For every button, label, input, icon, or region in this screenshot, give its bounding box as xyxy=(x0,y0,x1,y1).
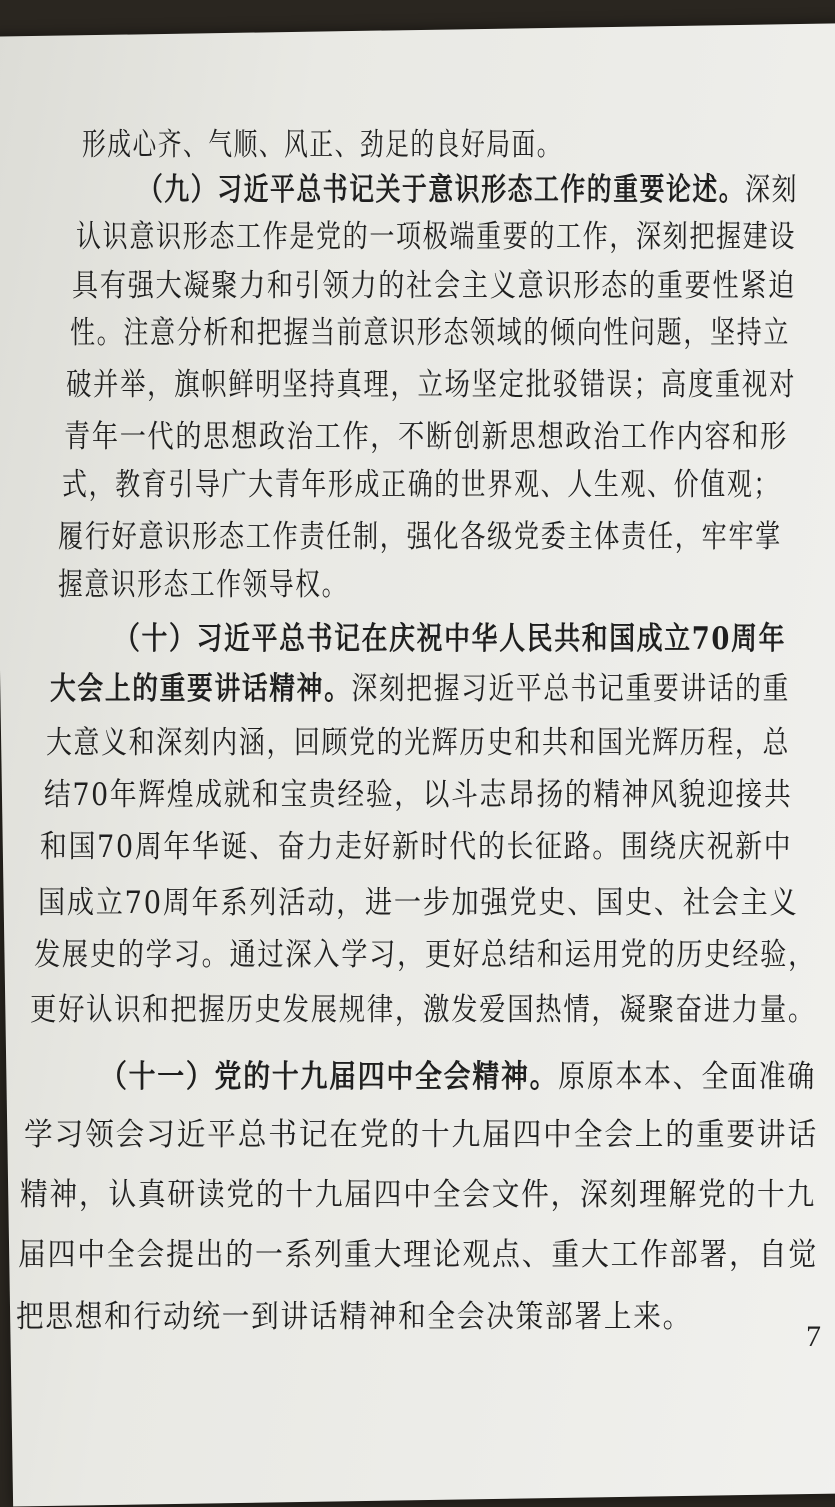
line-text: 认识意识形态工作是党的一项极端重要的工作，深刻把握建设 xyxy=(76,219,796,255)
text-line xyxy=(72,268,796,304)
text-line xyxy=(58,519,782,555)
text-line xyxy=(16,1299,692,1335)
page-number: 7 xyxy=(806,1320,821,1353)
text-line xyxy=(64,419,788,455)
line-text: 握意识形态工作领导权。 xyxy=(58,567,348,603)
section-11-line xyxy=(100,1059,816,1095)
text-line xyxy=(20,1177,816,1213)
section-11-heading: （十一）党的十九届四中全会精神。 xyxy=(100,1059,559,1095)
line-text: 和国70周年华诞、奋力走好新时代的长征路。围绕庆祝新中 xyxy=(40,829,793,865)
line-text: 大意义和深刻内涵，回顾党的光辉历史和共和国光辉历程，总 xyxy=(46,725,790,761)
section-10-heading: （十）习近平总书记在庆祝中华人民共和国成立70周年 xyxy=(114,621,787,657)
line-text: 把思想和行动统一到讲话精神和全会决策部署上来。 xyxy=(16,1299,692,1335)
line-text: 更好认识和把握历史发展规律，激发爱国热情，凝聚奋进力量。 xyxy=(30,992,816,1028)
line-text: 国成立70周年系列活动，进一步加强党史、国史、社会主义 xyxy=(38,885,799,921)
line-text: 青年一代的思想政治工作，不断创新思想政治工作内容和形 xyxy=(64,419,788,455)
line-text: 届四中全会提出的一系列重大理论观点、重大工作部署，自觉 xyxy=(18,1237,818,1273)
text-line xyxy=(70,315,790,351)
section-10-heading-cont: 大会上的重要讲话精神。 xyxy=(50,671,352,707)
line-text: 精神，认真研读党的十九届四中全会文件，深刻理解党的十九 xyxy=(20,1177,816,1213)
text-line xyxy=(62,467,780,503)
text-line xyxy=(46,725,790,761)
text-line xyxy=(58,567,348,603)
text-line xyxy=(24,1117,818,1153)
section-9-heading: （九）习近平总书记关于意识形态工作的重要论述。 xyxy=(138,172,746,208)
text-line xyxy=(40,829,793,865)
section-9-line xyxy=(138,172,798,208)
text-line xyxy=(30,992,816,1028)
line-text: 履行好意识形态工作责任制，强化各级党委主体责任，牢牢掌 xyxy=(58,519,782,555)
line-text: 具有强大凝聚力和引领力的社会主义意识形态的重要性紧迫 xyxy=(72,268,796,304)
line-text: 深刻 xyxy=(745,172,798,208)
line-text: 深刻把握习近平总书记重要讲话的重 xyxy=(351,671,790,707)
line-text: 发展史的学习。通过深入学习，更好总结和运用党的历史经验， xyxy=(34,937,816,973)
line-text: 结70年辉煌成就和宝贵经验，以斗志昂扬的精神风貌迎接共 xyxy=(44,777,793,813)
line-text: 学习领会习近平总书记在党的十九届四中全会上的重要讲话 xyxy=(24,1117,818,1153)
line-text: 性。注意分析和把握当前意识形态领域的倾向性问题，坚持立 xyxy=(70,315,790,351)
line-text: 式，教育引导广大青年形成正确的世界观、人生观、价值观； xyxy=(62,467,780,503)
text-line xyxy=(44,777,793,813)
line-text: 破并举，旗帜鲜明坚持真理，立场坚定批驳错误；高度重视对 xyxy=(66,367,796,403)
text-line xyxy=(66,367,796,403)
text-line xyxy=(76,219,796,255)
line-text: 原原本本、全面准确 xyxy=(558,1059,816,1095)
text-line xyxy=(18,1237,818,1273)
text-line xyxy=(82,127,562,163)
line-text: 形成心齐、气顺、风正、劲足的良好局面。 xyxy=(82,127,562,163)
text-line xyxy=(34,937,816,973)
text-line xyxy=(38,885,799,921)
section-10-line xyxy=(114,621,787,657)
text-line xyxy=(50,671,790,707)
